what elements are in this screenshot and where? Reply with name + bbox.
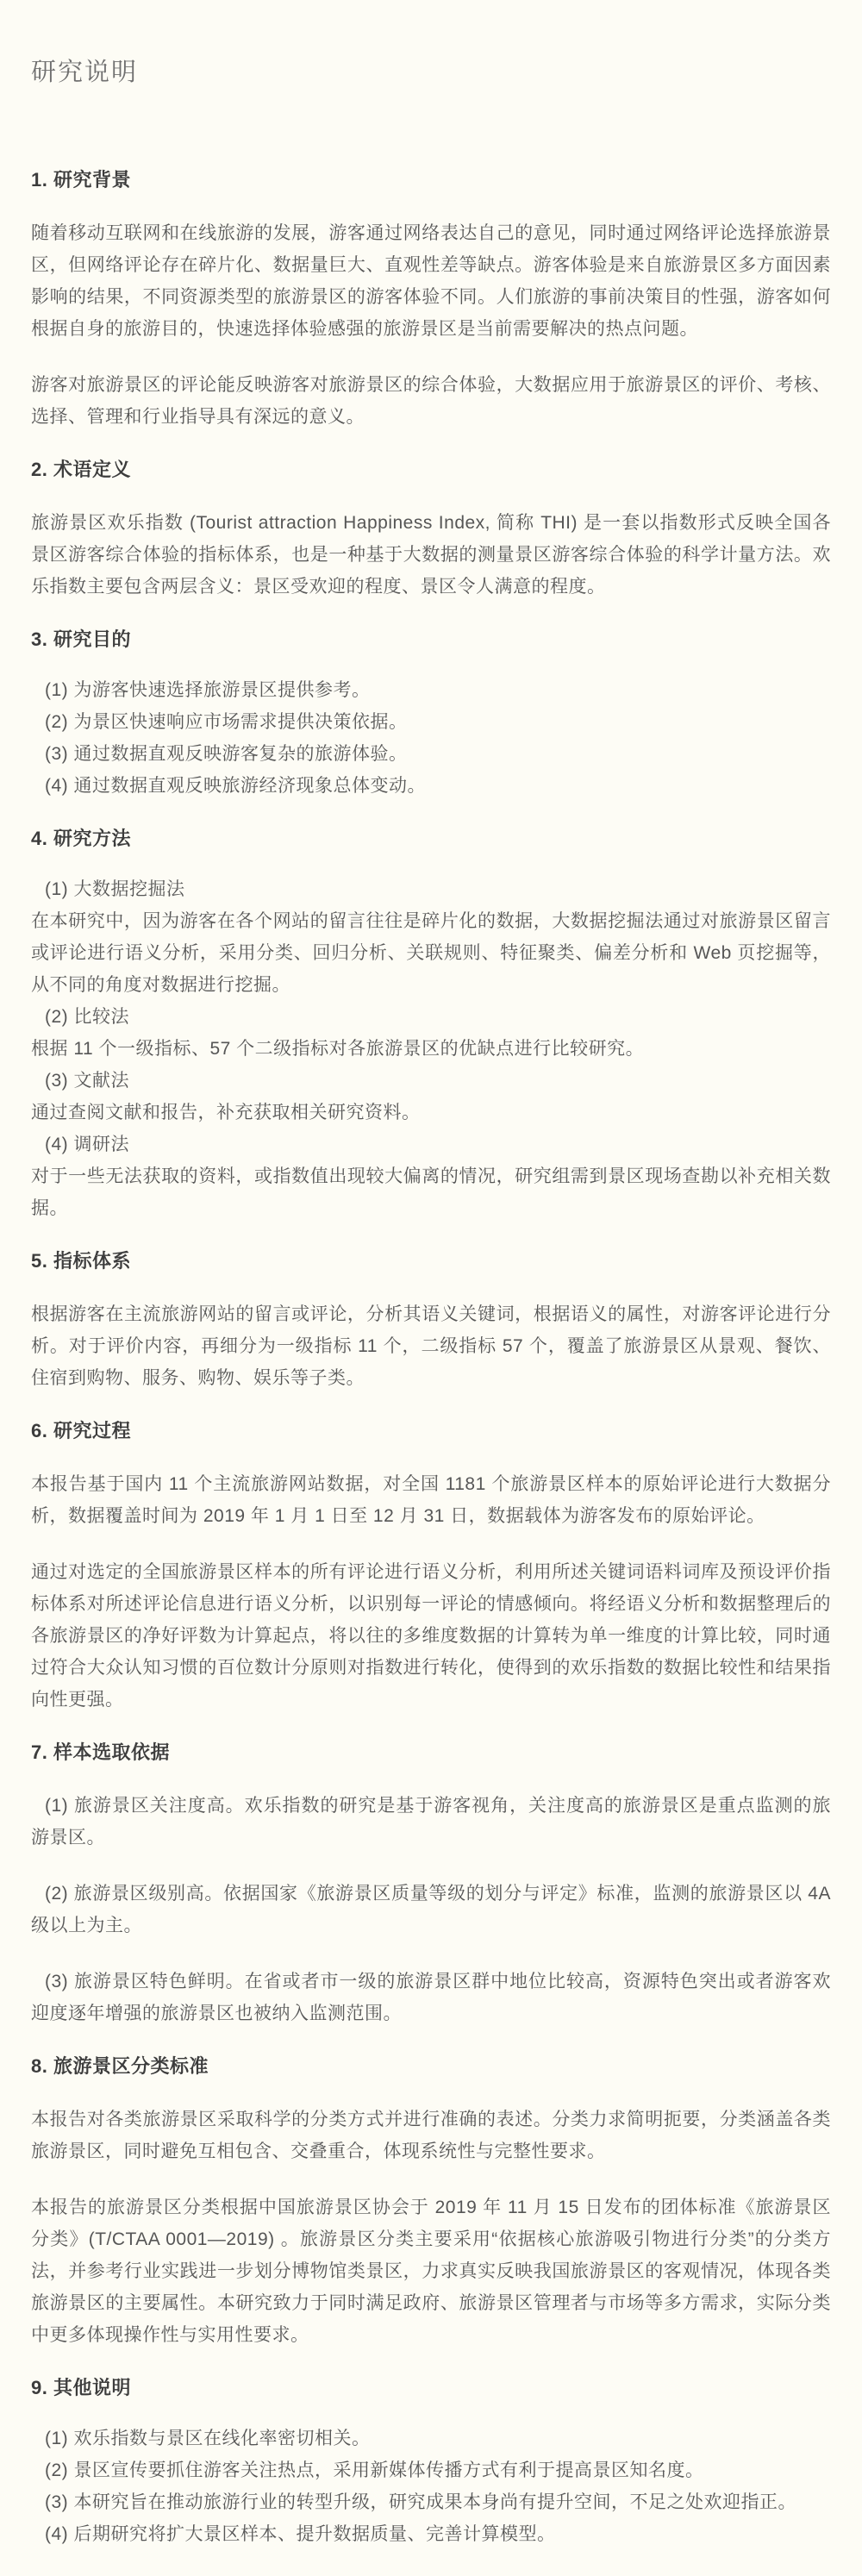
list-item: (3) 文献法 — [45, 1071, 129, 1091]
paragraph: 根据 11 个一级指标、57 个二级指标对各旅游景区的优缺点进行比较研究。 — [31, 1039, 645, 1059]
paragraph: 在本研究中，因为游客在各个网站的留言往往是碎片化的数据，大数据挖掘法通过对旅游景区留言或评论进行语义分析，采用分类、回归分析、关联规则、特征聚类、偏差分析和 Web 页挖掘等，从不同的角度对数据进行挖掘。 — [31, 911, 831, 995]
paragraph: 旅游景区欢乐指数 (Tourist attraction Happiness Index, 简称 THI) 是一套以指数形式反映全国各景区游客综合体验的指标体系，也是一种基于大数据的测量景区游客综合体验的科学计量方法。欢乐指数主要包含两层含义：景区受欢迎的程度、景区令人满意的程度。 — [31, 513, 831, 597]
paragraph: (1) 旅游景区关注度高。欢乐指数的研究是基于游客视角，关注度高的旅游景区是重点监测的旅游景区。 — [31, 1796, 831, 1848]
section — [31, 826, 831, 1224]
section — [31, 1418, 831, 1716]
paragraph: 随着移动互联网和在线旅游的发展，游客通过网络表达自己的意见，同时通过网络评论选择旅游景区，但网络评论存在碎片化、数据量巨大、直观性差等缺点。游客体验是来自旅游景区多方面因素影响的结果，不同资源类型的旅游景区的游客体验不同。人们旅游的事前决策目的性强，游客如何根据自身的旅游目的，快速选择体验感强的旅游景区是当前需要解决的热点问题。 — [31, 223, 831, 339]
list-item: (3) 通过数据直观反映游客复杂的旅游体验。 — [45, 744, 408, 764]
section — [31, 167, 831, 433]
sections — [31, 167, 831, 2550]
paragraph: 对于一些无法获取的资料，或指数值出现较大偏离的情况，研究组需到景区现场查勘以补充相关数据。 — [31, 1166, 831, 1218]
section — [31, 2375, 831, 2550]
section-heading: 1. 研究背景 — [31, 169, 131, 191]
paragraph: (2) 旅游景区级别高。依据国家《旅游景区质量等级的划分与评定》标准，监测的旅游景区以 4A 级以上为主。 — [31, 1884, 831, 1935]
section-heading: 8. 旅游景区分类标准 — [31, 2055, 209, 2077]
list-item: (2) 比较法 — [45, 1007, 129, 1027]
list-item: (4) 后期研究将扩大景区样本、提升数据质量、完善计算模型。 — [45, 2524, 556, 2544]
paragraph: 本报告的旅游景区分类根据中国旅游景区协会于 2019 年 11 月 15 日发布的团体标准《旅游景区分类》(T/CTAA 0001—2019) 。旅游景区分类主要采用“依据核心旅游吸引物进行分类”的分类方法，并参考行业实践进一步划分博物馆类景区，力求真实反映我国旅游景区的客观情况，体现各类旅游景区的主要属性。本研究致力于同时满足政府、旅游景区管理者与市场等多方需求，实际分类中更多体现操作性与实用性要求。 — [31, 2198, 831, 2345]
paragraph: 游客对旅游景区的评论能反映游客对旅游景区的综合体验，大数据应用于旅游景区的评价、考核、选择、管理和行业指导具有深远的意义。 — [31, 375, 831, 427]
list-item: (1) 为游客快速选择旅游景区提供参考。 — [45, 680, 371, 700]
section — [31, 1248, 831, 1394]
list-item: (2) 为景区快速响应市场需求提供决策依据。 — [45, 712, 408, 732]
section — [31, 457, 831, 603]
list-item: (4) 通过数据直观反映旅游经济现象总体变动。 — [45, 776, 426, 796]
list-item: (4) 调研法 — [45, 1135, 129, 1154]
paragraph: 通过查阅文献和报告，补充获取相关研究资料。 — [31, 1103, 421, 1122]
section-heading: 4. 研究方法 — [31, 828, 131, 849]
section-heading: 9. 其他说明 — [31, 2377, 131, 2398]
paragraph: (3) 旅游景区特色鲜明。在省或者市一级的旅游景区群中地位比较高，资源特色突出或者游客欢迎度逐年增强的旅游景区也被纳入监测范围。 — [31, 1972, 831, 2023]
list-item: (3) 本研究旨在推动旅游行业的转型升级，研究成果本身尚有提升空间，不足之处欢迎指正。 — [45, 2492, 796, 2512]
paragraph: 本报告对各类旅游景区采取科学的分类方式并进行准确的表述。分类力求简明扼要，分类涵盖各类旅游景区，同时避免互相包含、交叠重合，体现系统性与完整性要求。 — [31, 2110, 831, 2161]
paragraph: 本报告基于国内 11 个主流旅游网站数据，对全国 1181 个旅游景区样本的原始评论进行大数据分析，数据覆盖时间为 2019 年 1 月 1 日至 12 月 31 日，数据载体为游客发布的原始评论。 — [31, 1474, 831, 1526]
list-item: (1) 欢乐指数与景区在线化率密切相关。 — [45, 2429, 371, 2448]
paragraph: 通过对选定的全国旅游景区样本的所有评论进行语义分析，利用所述关键词语料词库及预设评价指标体系对所述评论信息进行语义分析，以识别每一评论的情感倾向。将经语义分析和数据整理后的各旅游景区的净好评数为计算起点，将以往的多维度数据的计算转为单一维度的计算比较，同时通过符合大众认知习惯的百位数计分原则对指数进行转化，使得到的欢乐指数的数据比较性和结果指向性更强。 — [31, 1562, 831, 1710]
section-heading: 2. 术语定义 — [31, 459, 131, 480]
paragraph: 根据游客在主流旅游网站的留言或评论，分析其语义关键词，根据语义的属性，对游客评论进行分析。对于评价内容，再细分为一级指标 11 个，二级指标 57 个，覆盖了旅游景区从景观、餐饮、住宿到购物、服务、购物、娱乐等子类。 — [31, 1304, 831, 1388]
section-heading: 7. 样本选取依据 — [31, 1741, 170, 1763]
section — [31, 2054, 831, 2351]
section-heading: 6. 研究过程 — [31, 1420, 131, 1441]
page-title: 研究说明 — [31, 59, 139, 86]
list-item: (1) 大数据挖掘法 — [45, 879, 185, 899]
section — [31, 627, 831, 802]
list-item: (2) 景区宣传要抓住游客关注热点，采用新媒体传播方式有利于提高景区知名度。 — [45, 2460, 704, 2480]
section-heading: 3. 研究目的 — [31, 628, 131, 650]
section-heading: 5. 指标体系 — [31, 1250, 131, 1272]
section — [31, 1740, 831, 2029]
